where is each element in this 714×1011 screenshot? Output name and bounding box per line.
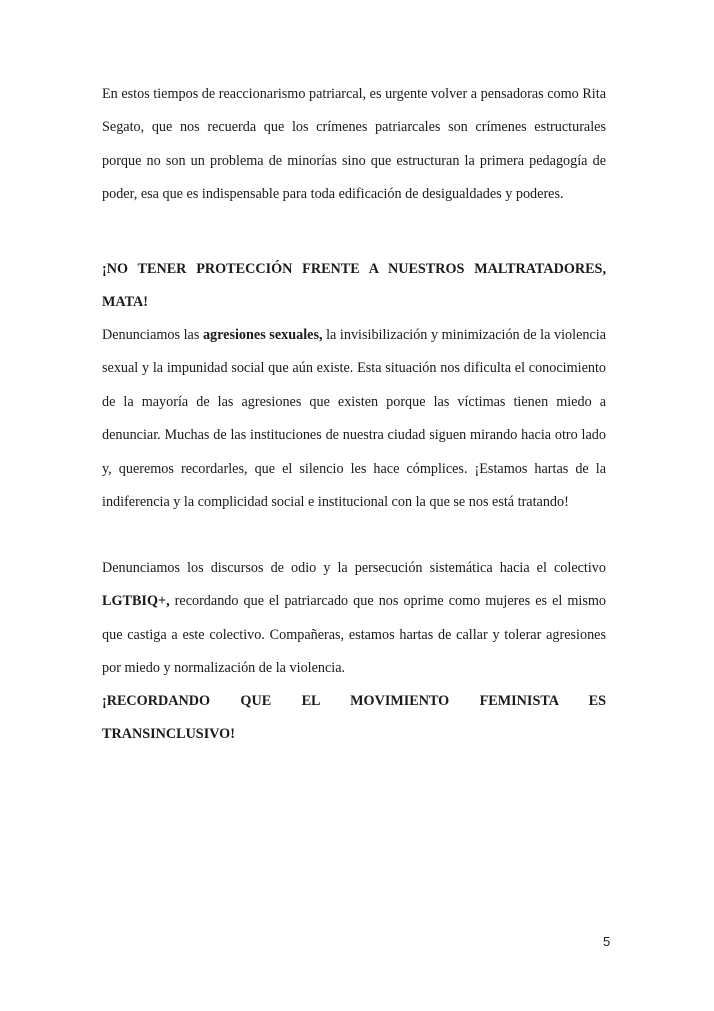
bold-agresiones-sexuales: agresiones sexuales, [202, 327, 323, 343]
heading-proteccion [102, 253, 606, 320]
paragraph-agresiones-sexuales [102, 319, 606, 519]
paragraph-text-rest: la invisibilización y minimización de la violencia sexual y la impunidad social que aún existe. Esta situación nos dificulta el conocimiento de la mayoría de las agresiones que existen porque las víctimas tienen miedo a denunciar. Muchas de las instituciones de nuestra ciudad siguen mirando hacia otro lado y, queremos recordarles, que el silencio les hace cómplices. ¡Estamos hartas de la indiferencia y la complicidad social e institucional con la que se nos está tratando! [102, 327, 606, 511]
paragraph-text-start: Denunciamos los discursos de odio y la persecución sistemática hacia el colectivo [102, 560, 606, 576]
paragraph-text-start: Denunciamos las [102, 327, 203, 343]
paragraph-text: En estos tiempos de reaccionarismo patriarcal, es urgente volver a pensadoras como Rita Segato, que nos recuerda que los crímenes patriarcales son crímenes estructurales porque no son un problema de minorías sino que estructuran la primera pedagogía de poder, esa que es indispensable para toda edificación de desigualdades y poderes. [102, 86, 606, 203]
heading-line-2: TRANSINCLUSIVO! [102, 726, 235, 743]
paragraph-text [102, 552, 606, 686]
bold-lgtbiq: LGTBIQ+, [102, 593, 170, 610]
heading-line-2: MATA! [102, 294, 148, 311]
paragraph-text [102, 319, 606, 519]
heading-line-1: ¡NO TENER PROTECCIÓN FRENTE A NUESTROS MALTRATADORES, [102, 261, 606, 277]
heading-transinclusivo [102, 685, 606, 752]
heading-line-1: ¡RECORDANDO QUE EL MOVIMIENTO FEMINISTA ES [102, 693, 606, 709]
paragraph-text-rest: recordando que el patriarcado que nos oprime como mujeres es el mismo que castiga a este colectivo. Compañeras, estamos hartas de callar y tolerar agresiones por miedo y normalización de la violencia. [102, 593, 606, 677]
paragraph-rita-segato [102, 78, 606, 212]
page-number: 5 [603, 934, 611, 949]
paragraph-lgtbiq [102, 552, 606, 686]
